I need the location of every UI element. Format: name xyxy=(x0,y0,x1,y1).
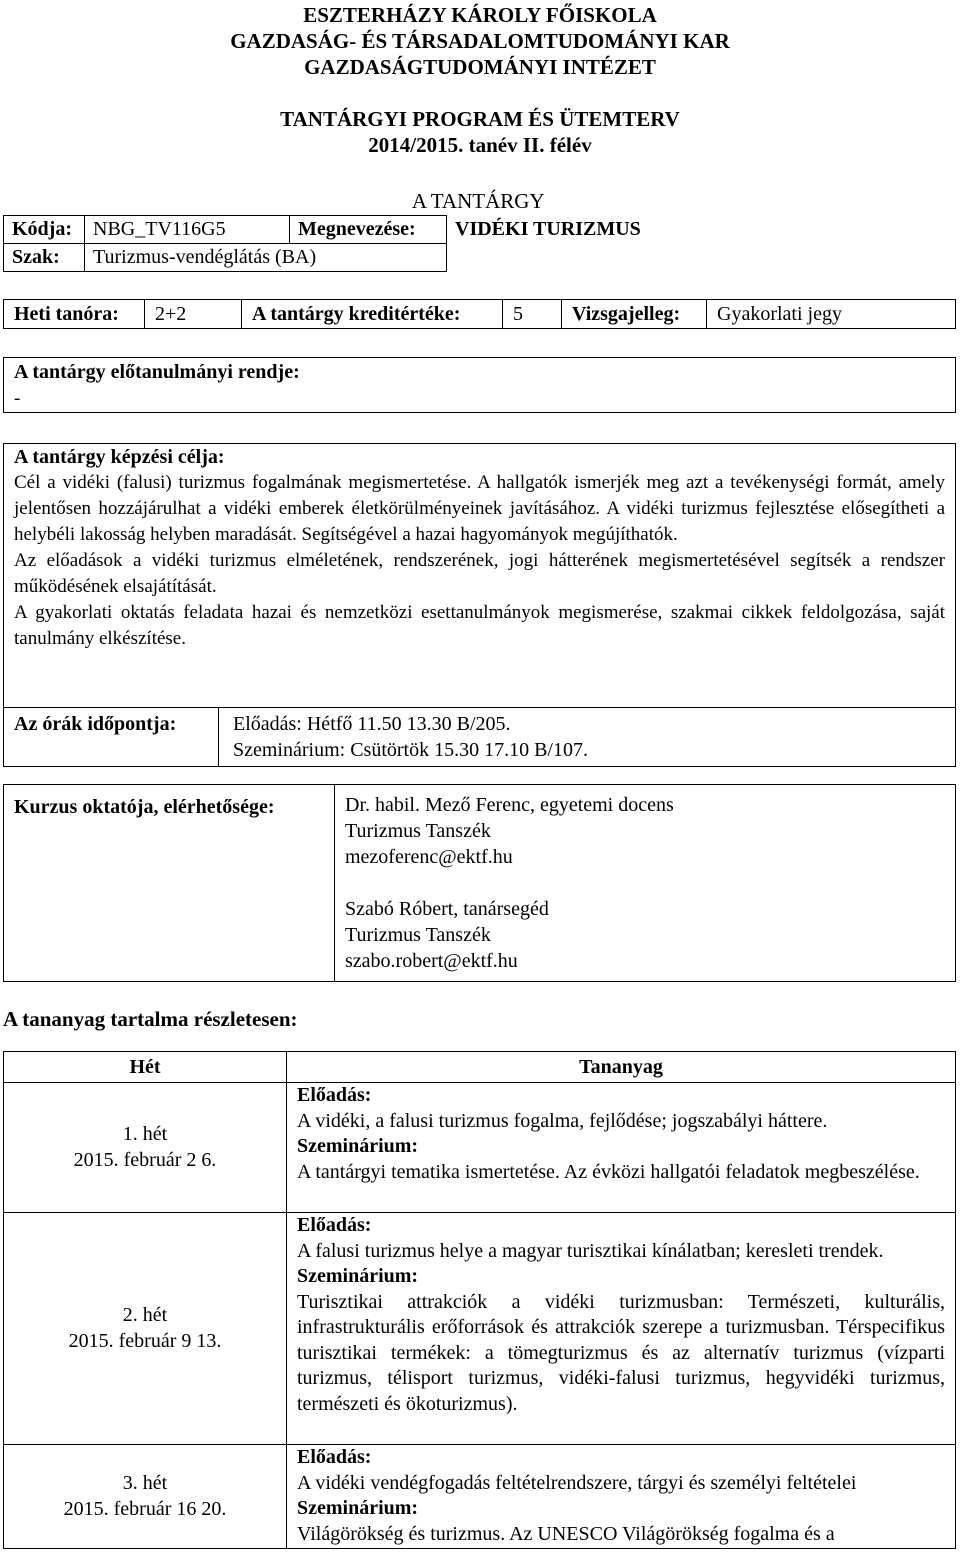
lecture-label: Előadás: xyxy=(297,1084,372,1106)
course-major: Turizmus-vendéglátás (BA) xyxy=(85,244,447,272)
aims-title: A tantárgy képzési célja: xyxy=(14,446,225,468)
program-title: TANTÁRGYI PROGRAM ÉS ÜTEMTERV xyxy=(280,107,680,131)
instructor-1-email[interactable]: mezoferenc@ektf.hu xyxy=(345,846,513,868)
institution-name: ESZTERHÁZY KÁROLY FŐISKOLA xyxy=(303,3,657,27)
table-row xyxy=(4,1445,956,1549)
code-label: Kódja: xyxy=(4,216,85,244)
lecture-label: Előadás: xyxy=(297,1446,372,1468)
instructor-2-name: Szabó Róbert, tanársegéd xyxy=(345,898,549,920)
instructor-2-email[interactable]: szabo.robert@ektf.hu xyxy=(345,950,518,972)
seminar-time: Szeminárium: Csütörtök 15.30 17.10 B/107. xyxy=(233,739,588,761)
lecture-topic: A falusi turizmus helye a magyar turisztikai kínálatban; keresleti trendek. xyxy=(297,1239,884,1262)
faculty-name: GAZDASÁG- ÉS TÁRSADALOMTUDOMÁNYI KAR xyxy=(230,29,730,53)
instructor-1-name: Dr. habil. Mező Ferenc, egyetemi docens xyxy=(345,794,674,816)
aims-paragraph-1: Cél a vidéki (falusi) turizmus fogalmának megismertetése. A hallgatók ismerjék meg azt a tevékenységi formát, amely jelentősen hozzájárulhat a vidéki emberek életkörülményeinek javításához. A vidéki turizmus fejlesztése elősegítheti a helybéli lakosság helyben maradását. Segítségével a hazai hagyományok megújíthatók. xyxy=(14,472,945,545)
name-label: Megnevezése: xyxy=(290,216,447,244)
prerequisites-title: A tantárgy előtanulmányi rendje: xyxy=(14,361,300,383)
week-number: 3. hét xyxy=(122,1472,168,1494)
hours-label: Heti tanóra: xyxy=(4,300,145,329)
seminar-topic: A tantárgyi tematika ismertetése. Az évközi hallgatói feladatok megbeszélése. xyxy=(297,1160,920,1183)
week-number: 2. hét xyxy=(122,1304,168,1326)
table-row xyxy=(4,1083,956,1213)
hours-table xyxy=(3,299,956,329)
seminar-label: Szeminárium: xyxy=(297,1265,419,1287)
prerequisites-box xyxy=(3,357,956,413)
credit-value: 5 xyxy=(503,300,562,329)
lecture-topic: A vidéki, a falusi turizmus fogalma, fejlődése; jogszabályi háttere. xyxy=(297,1109,828,1132)
course-aims-box xyxy=(3,443,956,708)
lecture-time: Előadás: Hétfő 11.50 13.30 B/205. xyxy=(233,713,511,735)
week-date: 2015. február 9 13. xyxy=(68,1329,222,1352)
major-label: Szak: xyxy=(4,244,85,272)
week-column-header: Hét xyxy=(4,1052,287,1083)
course-caption: A TANTÁRGY xyxy=(411,189,545,213)
class-times-table xyxy=(3,707,956,767)
content-section-title: A tananyag tartalma részletesen: xyxy=(3,1007,298,1031)
seminar-label: Szeminárium: xyxy=(297,1497,419,1519)
aims-paragraph-3: A gyakorlati oktatás feladata hazai és nemzetközi esettanulmányok megismerése, szakmai cikkek feldolgozása, saját tanulmány elkészítése. xyxy=(14,602,945,649)
course-code: NBG_TV116G5 xyxy=(85,216,290,244)
aims-paragraph-2: Az előadások a vidéki turizmus elméletének, rendszerének, jogi hátterének megismertetésével segítsék a rendszer működésének elsajátítását. xyxy=(14,550,945,597)
instructors-table xyxy=(3,784,956,982)
lecture-label: Előadás: xyxy=(297,1214,372,1236)
credit-label: A tantárgy kreditértéke: xyxy=(242,300,503,329)
prerequisites-value: - xyxy=(14,388,21,409)
semester: 2014/2015. tanév II. félév xyxy=(368,133,592,157)
institute-name: GAZDASÁGTUDOMÁNYI INTÉZET xyxy=(304,55,656,79)
week-date: 2015. február 16 20. xyxy=(63,1497,227,1520)
seminar-topic: Világörökség és turizmus. Az UNESCO Világörökség fogalma és a xyxy=(297,1522,835,1545)
exam-value: Gyakorlati jegy xyxy=(707,300,956,329)
material-column-header: Tananyag xyxy=(287,1052,956,1083)
document-header xyxy=(0,2,960,158)
hours-value: 2+2 xyxy=(145,300,242,329)
course-info-table xyxy=(3,188,953,272)
instructor-2-department: Turizmus Tanszék xyxy=(345,924,491,946)
instructors-label: Kurzus oktatója, elérhetősége: xyxy=(4,785,335,982)
syllabus-table xyxy=(3,1051,956,1549)
week-date: 2015. február 2 6. xyxy=(73,1148,217,1171)
instructor-1-department: Turizmus Tanszék xyxy=(345,820,491,842)
lecture-topic: A vidéki vendégfogadás feltételrendszere, tárgyi és személyi feltételei xyxy=(297,1471,857,1494)
table-row xyxy=(4,1213,956,1445)
seminar-label: Szeminárium: xyxy=(297,1135,419,1157)
exam-label: Vizsgajelleg: xyxy=(562,300,707,329)
seminar-topic: Turisztikai attrakciók a vidéki turizmusban: Természeti, kulturális, infrastrukturális erőforrások és attrakciók szerepe a turizmusban. Térspecifikus turisztikai termékek: a tömegturizmus és az alternatív turizmus (vízparti turizmus, télisport turizmus, vidéki-falusi turizmus, hegyvidéki turizmus, természeti és ökoturizmus). xyxy=(297,1290,945,1415)
course-name: VIDÉKI TURIZMUS xyxy=(455,217,641,240)
week-number: 1. hét xyxy=(122,1123,168,1145)
times-label: Az órák időpontja: xyxy=(4,708,219,767)
